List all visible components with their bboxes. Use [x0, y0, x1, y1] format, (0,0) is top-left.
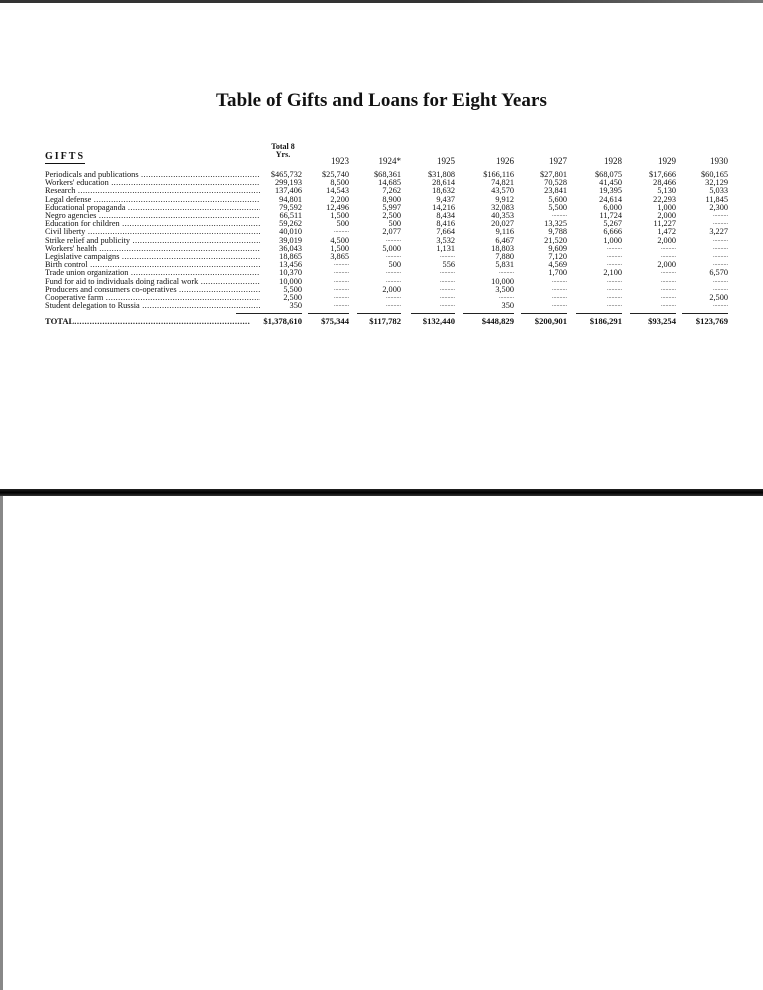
empty-cell: ..........: [334, 277, 349, 284]
page-left-edge: [0, 496, 3, 990]
value-cell: 9,609: [548, 243, 567, 253]
total-rule: [576, 313, 622, 314]
value-cell: $465,732: [270, 170, 302, 179]
value-cell: 299,193: [275, 178, 302, 188]
empty-cell: ..........: [607, 302, 622, 309]
empty-cell: ..........: [386, 294, 401, 300]
value-cell: 39,019: [279, 235, 302, 245]
value-cell: 8,500: [330, 178, 349, 188]
empty-cell: ..........: [552, 277, 567, 284]
empty-cell: ..........: [661, 302, 676, 309]
value-cell: 5,130: [657, 186, 676, 196]
value-cell: 556: [442, 260, 455, 270]
row-label: Civil liberty .....: [45, 227, 260, 236]
empty-cell: ..........: [386, 269, 401, 276]
column-header: 1923: [331, 156, 349, 166]
row-label: Birth control .....: [45, 260, 260, 269]
total-value-cell: $132,440: [422, 316, 455, 327]
value-cell: 2,000: [657, 211, 676, 220]
value-cell: $31,808: [428, 170, 455, 179]
empty-cell: ..........: [440, 269, 455, 276]
empty-cell: ..........: [661, 277, 676, 284]
total-rule: [463, 313, 514, 314]
column-header: 1930: [710, 156, 728, 166]
row-label: Legislative campaigns .....: [45, 252, 260, 261]
value-cell: 2,000: [657, 235, 676, 245]
value-cell: 28,466: [653, 178, 676, 188]
value-cell: 1,000: [657, 202, 676, 212]
value-cell: $17,666: [649, 170, 676, 179]
total-value-cell: $200,901: [534, 316, 567, 327]
value-cell: 9,912: [495, 194, 514, 204]
value-cell: 23,841: [544, 186, 567, 196]
empty-cell: ..........: [713, 302, 728, 309]
empty-cell: ..........: [713, 261, 728, 268]
value-cell: 9,788: [548, 227, 567, 237]
value-cell: 32,083: [491, 202, 514, 212]
total-rule: [630, 313, 676, 314]
row-label: Producers and consumers co-operatives .....: [45, 285, 260, 294]
value-cell: 14,216: [432, 202, 455, 212]
empty-cell: ..........: [334, 228, 349, 235]
empty-cell: ..........: [499, 294, 514, 300]
empty-cell: ..........: [661, 269, 676, 276]
total-value-cell: $75,344: [321, 316, 349, 327]
total-rule: [682, 313, 728, 314]
value-cell: 500: [388, 260, 401, 270]
value-cell: 500: [336, 219, 349, 229]
value-cell: 350: [501, 301, 514, 311]
value-cell: 43,570: [491, 186, 514, 196]
value-cell: 9,437: [436, 194, 455, 204]
column-header: 1929: [658, 156, 676, 166]
value-cell: $166,116: [483, 170, 514, 179]
value-cell: 2,300: [709, 202, 728, 212]
value-cell: 94,801: [279, 194, 302, 204]
value-cell: 66,511: [279, 211, 302, 220]
total-rule: [521, 313, 567, 314]
empty-cell: ..........: [440, 285, 455, 292]
value-cell: 2,200: [330, 194, 349, 204]
row-label: Student delegation to Russia .....: [45, 301, 260, 310]
value-cell: 5,831: [495, 260, 514, 270]
value-cell: 7,262: [382, 186, 401, 196]
row-label: Educational propaganda .....: [45, 203, 260, 212]
value-cell: 22,293: [653, 194, 676, 204]
value-cell: 2,077: [382, 227, 401, 237]
empty-cell: ..........: [386, 302, 401, 309]
value-cell: 2,100: [603, 268, 622, 278]
value-cell: 1,131: [436, 243, 455, 253]
value-cell: 1,700: [548, 268, 567, 278]
value-cell: 20,027: [491, 219, 514, 229]
row-label: Research .....: [45, 186, 260, 195]
row-label: Workers' health .....: [45, 244, 260, 253]
value-cell: 3,227: [709, 227, 728, 237]
empty-cell: ..........: [386, 236, 401, 243]
row-label: Fund for aid to individuals doing radical work .....: [45, 277, 260, 286]
empty-cell: ..........: [552, 212, 567, 218]
row-label: Workers' education .....: [45, 178, 260, 187]
value-cell: 79,592: [279, 202, 302, 212]
value-cell: 1,500: [330, 243, 349, 253]
total-value-cell: $117,782: [369, 316, 401, 327]
page-bottom-band: [0, 489, 763, 496]
top-edge-rule: [0, 0, 763, 3]
empty-cell: ..........: [713, 277, 728, 284]
value-cell: 137,406: [275, 186, 302, 196]
value-cell: 14,685: [378, 178, 401, 188]
row-label: Periodicals and publications .....: [45, 170, 260, 179]
empty-cell: ..........: [386, 277, 401, 284]
empty-cell: ..........: [440, 294, 455, 300]
value-cell: 6,467: [495, 235, 514, 245]
empty-cell: ..........: [334, 261, 349, 268]
value-cell: 5,500: [283, 284, 302, 294]
page-title: Table of Gifts and Loans for Eight Years: [215, 90, 548, 111]
empty-cell: ..........: [713, 236, 728, 243]
empty-cell: ..........: [440, 302, 455, 309]
empty-cell: ..........: [552, 294, 567, 300]
empty-cell: ..........: [552, 302, 567, 309]
value-cell: 11,227: [653, 219, 676, 229]
value-cell: 6,666: [603, 227, 622, 237]
value-cell: 36,043: [279, 243, 302, 253]
empty-cell: ..........: [334, 285, 349, 292]
value-cell: 10,370: [279, 268, 302, 278]
row-label: Cooperative farm .....: [45, 293, 260, 302]
value-cell: 74,821: [491, 178, 514, 188]
value-cell: 2,000: [657, 260, 676, 270]
total-rule: [357, 313, 401, 314]
total-value-cell: $93,254: [648, 316, 676, 327]
value-cell: 5,500: [548, 202, 567, 212]
empty-cell: ..........: [440, 277, 455, 284]
total-value-cell: $1,378,610: [263, 316, 302, 327]
row-label: Trade union organization .....: [45, 268, 260, 277]
value-cell: 41,450: [599, 178, 622, 188]
column-header: 1927: [549, 156, 567, 166]
value-cell: 13,325: [544, 219, 567, 229]
value-cell: 13,456: [279, 260, 302, 270]
total-label: TOTAL .....: [45, 317, 250, 326]
value-cell: 6,000: [603, 202, 622, 212]
value-cell: 1,472: [657, 227, 676, 237]
value-cell: 70,528: [544, 178, 567, 188]
value-cell: 2,500: [382, 211, 401, 220]
value-cell: 12,496: [326, 202, 349, 212]
value-cell: 10,000: [491, 276, 514, 286]
column-header: 1925: [437, 156, 455, 166]
value-cell: 500: [388, 219, 401, 229]
value-cell: 19,395: [599, 186, 622, 196]
total-rule: [236, 313, 302, 314]
value-cell: 1,000: [603, 235, 622, 245]
value-cell: 1,500: [330, 211, 349, 220]
empty-cell: ..........: [607, 253, 622, 259]
column-header: 1926: [496, 156, 514, 166]
value-cell: 5,997: [382, 202, 401, 212]
value-cell: 5,000: [382, 243, 401, 253]
empty-cell: ..........: [661, 253, 676, 259]
empty-cell: ..........: [607, 285, 622, 292]
value-cell: 2,500: [709, 293, 728, 302]
value-cell: 3,865: [330, 252, 349, 261]
value-cell: 18,803: [491, 243, 514, 253]
value-cell: 32,129: [705, 178, 728, 188]
value-cell: $25,740: [322, 170, 349, 179]
empty-cell: ..........: [334, 294, 349, 300]
empty-cell: ..........: [713, 253, 728, 259]
row-label: Strike relief and publicity .....: [45, 236, 260, 245]
empty-cell: ..........: [607, 294, 622, 300]
empty-cell: ..........: [386, 253, 401, 259]
value-cell: 5,033: [709, 186, 728, 196]
value-cell: 4,569: [548, 260, 567, 270]
value-cell: $60,165: [701, 170, 728, 179]
row-label: Education for children .....: [45, 219, 260, 228]
value-cell: 5,267: [603, 219, 622, 229]
gifts-section-label: GIFTS: [45, 151, 86, 162]
empty-cell: ..........: [607, 244, 622, 251]
value-cell: 9,116: [495, 227, 514, 237]
empty-cell: ..........: [334, 269, 349, 276]
total-row: [0, 317, 763, 326]
value-cell: 28,614: [432, 178, 455, 188]
total-value-cell: $123,769: [695, 316, 728, 327]
value-cell: $27,801: [540, 170, 567, 179]
empty-cell: ..........: [607, 261, 622, 268]
total-value-cell: $448,829: [481, 316, 514, 327]
value-cell: 40,353: [491, 211, 514, 220]
empty-cell: ..........: [713, 244, 728, 251]
empty-cell: ..........: [499, 269, 514, 276]
value-cell: 3,500: [495, 284, 514, 294]
value-cell: 2,000: [382, 284, 401, 294]
value-cell: 8,416: [436, 219, 455, 229]
value-cell: 7,664: [436, 227, 455, 237]
empty-cell: ..........: [334, 302, 349, 309]
value-cell: $68,361: [374, 170, 401, 179]
value-cell: 14,543: [326, 186, 349, 196]
value-cell: 11,724: [599, 211, 622, 220]
total-rule: [411, 313, 455, 314]
value-cell: 24,614: [599, 194, 622, 204]
total-rule: [308, 313, 349, 314]
empty-cell: ..........: [661, 244, 676, 251]
value-cell: 8,900: [382, 194, 401, 204]
empty-cell: ..........: [661, 285, 676, 292]
empty-cell: ..........: [661, 294, 676, 300]
table-row: [0, 301, 763, 310]
column-header: Total 8 Yrs.: [271, 142, 295, 159]
column-header: 1928: [604, 156, 622, 166]
value-cell: 5,600: [548, 194, 567, 204]
empty-cell: ..........: [607, 277, 622, 284]
value-cell: 6,570: [709, 268, 728, 278]
value-cell: 7,880: [495, 252, 514, 261]
empty-cell: ..........: [713, 212, 728, 218]
empty-cell: ..........: [440, 253, 455, 259]
value-cell: 40,010: [279, 227, 302, 237]
empty-cell: ..........: [713, 220, 728, 227]
value-cell: 3,532: [436, 235, 455, 245]
row-label: Legal defense .....: [45, 195, 260, 204]
value-cell: 11,845: [705, 194, 728, 204]
value-cell: 59,262: [279, 219, 302, 229]
value-cell: 18,632: [432, 186, 455, 196]
row-label: Negro agencies .....: [45, 211, 260, 220]
total-value-cell: $186,291: [589, 316, 622, 327]
empty-cell: ..........: [713, 285, 728, 292]
value-cell: 4,500: [330, 235, 349, 245]
value-cell: $68,075: [595, 170, 622, 179]
value-cell: 18,865: [279, 252, 302, 261]
value-cell: 2,500: [283, 293, 302, 302]
value-cell: 350: [289, 301, 302, 311]
value-cell: 21,520: [544, 235, 567, 245]
value-cell: 8,434: [436, 211, 455, 220]
value-cell: 10,000: [279, 276, 302, 286]
empty-cell: ..........: [552, 285, 567, 292]
value-cell: 7,120: [548, 252, 567, 261]
column-header: 1924*: [378, 156, 401, 166]
